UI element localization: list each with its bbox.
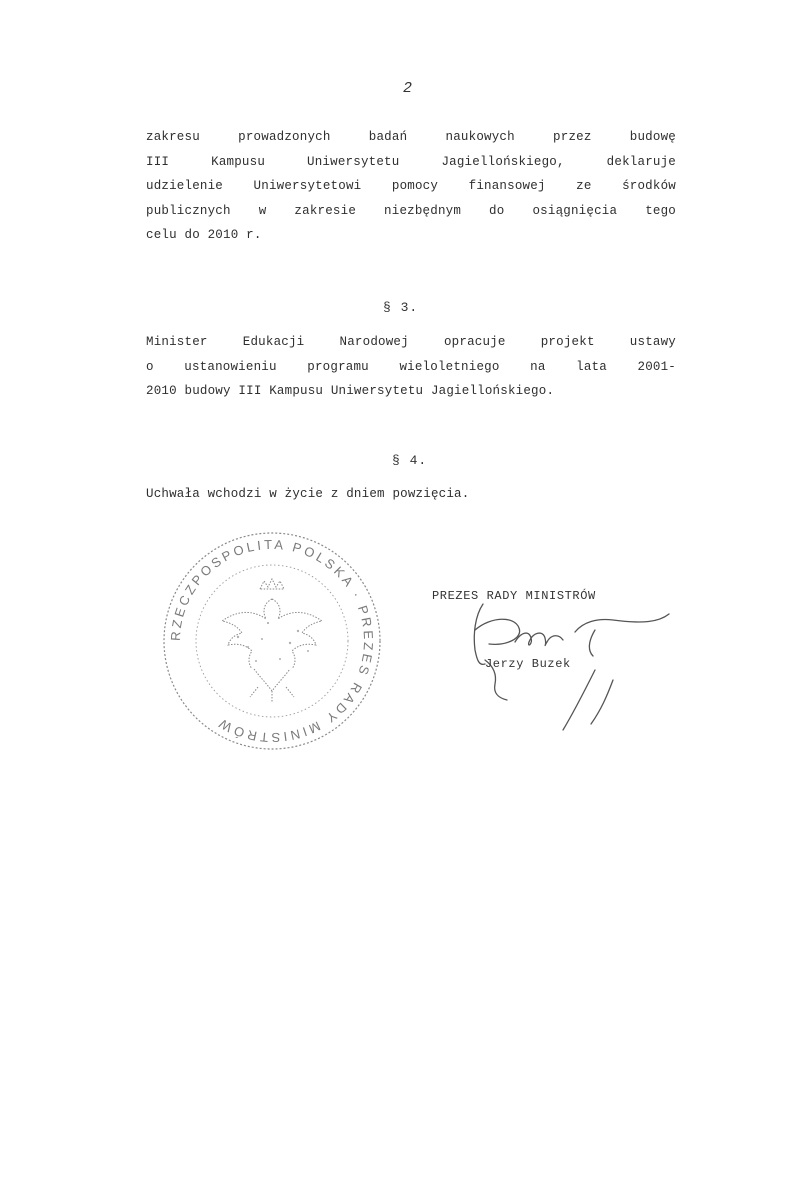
section-3-line: 2010 budowy III Kampusu Uniwersytetu Jagiellońskiego.: [146, 384, 555, 398]
paragraph-1-line: III Kampusu Uniwersytetu Jagiellońskiego, deklaruje: [146, 154, 676, 169]
paragraph-1: [146, 125, 676, 248]
section-3-line: Minister Edukacji Narodowej opracuje projekt ustawy: [146, 335, 676, 349]
section-3-text: [146, 330, 676, 404]
section-4-heading: § 4.: [392, 453, 428, 468]
paragraph-1-line: zakresu prowadzonych badań naukowych przez budowę: [146, 130, 676, 144]
svg-text:RZECZPOSPOLITA POLSKA · PREZES: [168, 537, 376, 745]
section-4-line: Uchwała wchodzi w życie z dniem powzięcia.: [146, 487, 470, 501]
eagle-seal-icon: [158, 527, 386, 755]
signatory-name: Jerzy Buzek: [485, 657, 571, 671]
seal-legend: RZECZPOSPOLITA POLSKA · PREZES RADY MINISTRÓW: [167, 536, 377, 746]
section-3-line: o ustanowieniu programu wieloletniego na lata 2001-: [146, 359, 676, 374]
paragraph-1-line: celu do 2010 r.: [146, 228, 262, 242]
section-3-heading: § 3.: [383, 300, 419, 315]
paragraph-1-line: udzielenie Uniwersytetowi pomocy finansowej ze środków: [146, 179, 676, 193]
paragraph-1-line: publicznych w zakresie niezbędnym do osiągnięcia tego: [146, 203, 676, 218]
signature-title: PREZES RADY MINISTRÓW: [432, 589, 596, 603]
section-4-text: [146, 482, 676, 507]
page-number: 2: [403, 80, 413, 97]
